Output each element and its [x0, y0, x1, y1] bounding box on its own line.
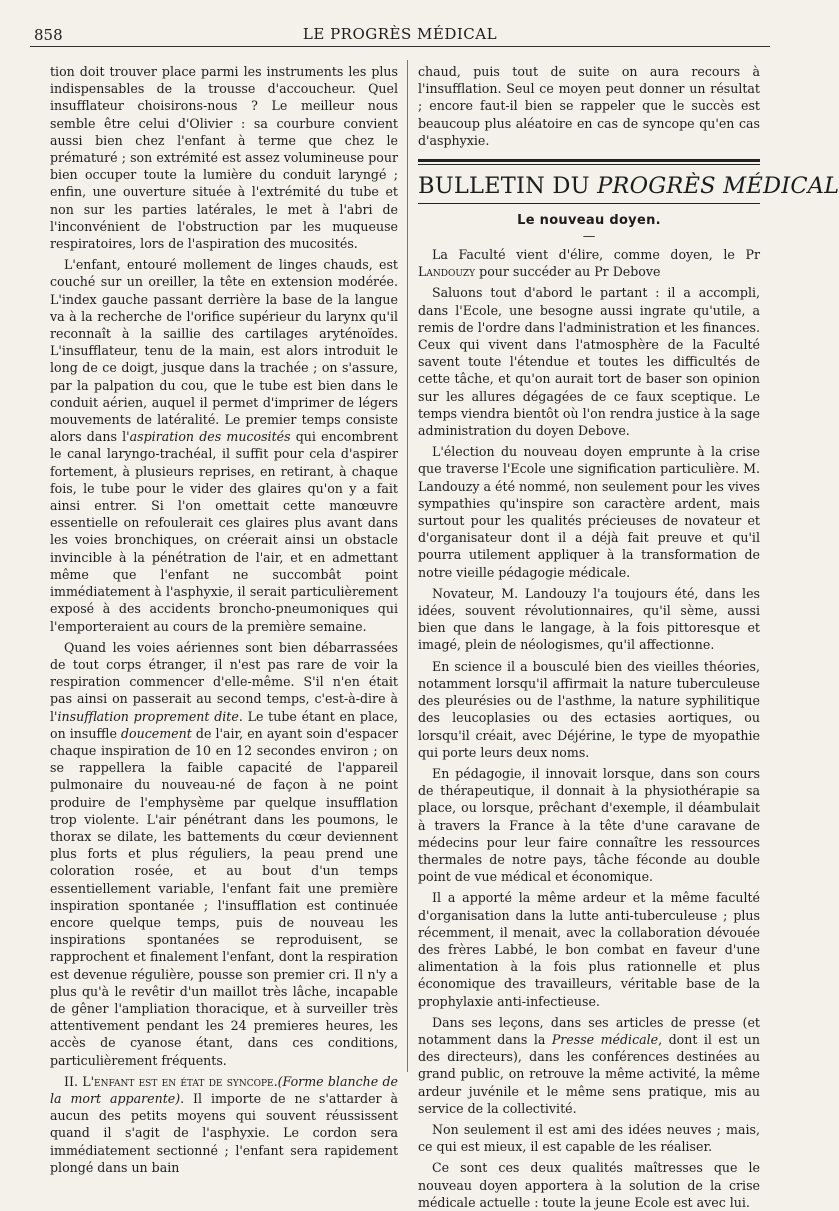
paragraph: Il a apporté la même ardeur et la même faculté d'organisation dans la lutte anti-tuberculeuse ; plus récemment, il menait, avec la collaboration dévouée des frères Labbé, le bon combat en faveur d'une alimentation à la fois plus rationnelle et plus économique des travailleurs, véritable base de la prophylaxie anti-infectieuse. — [418, 890, 760, 1009]
paragraph: Novateur, M. Landouzy l'a toujours été, dans les idées, souvent révolutionnaires, qu'il sème, aussi bien que dans le langage, à la fois pittoresque et imagé, plein de néologismes, qu'il affectionne. — [418, 585, 760, 653]
running-title: LE PROGRÈS MÉDICAL — [302, 25, 498, 43]
paragraph: La Faculté vient d'élire, comme doyen, le Pr Landouzy pour succéder au Pr Debove — [418, 247, 760, 280]
right-column — [418, 63, 839, 1211]
article-title: Le nouveau doyen. — [517, 213, 661, 229]
page-number: 858 — [34, 26, 63, 44]
section-heading: II. L'enfant est en état de syncope. — [64, 1073, 278, 1089]
paragraph: Non seulement il est ami des idées neuves ; mais, ce qui est mieux, il est capable de les réaliser. — [418, 1121, 760, 1155]
bulletin-title-rule — [418, 203, 760, 204]
left-column — [50, 63, 398, 1176]
paragraph: L'élection du nouveau doyen emprunte à la crise que traverse l'Ecole une signification particulière. M. Landouzy a été nommé, non seulement pour les vives sympathies qu'inspire son caractère ardent, mais surtout pour les qualités précieuses de novateur et d'organisateur dont il a déjà fait preuve et qu'il pourra utilement appliquer à la transformation de notre vieille pédagogie médicale. — [418, 444, 760, 580]
paragraph: Dans ses leçons, dans ses articles de presse (et notamment dans la Presse médicale, dont il est un des directeurs), dans les conférences destinées au grand public, on retrouve la même activité, la même ardeur juvénile et le même sens pratique, mis au service de la collectivité. — [418, 1014, 760, 1116]
column-divider — [407, 60, 408, 1072]
paragraph: tion doit trouver place parmi les instruments les plus indispensables de la trousse d'accoucheur. Quel insufflateur choisirons-nous ? Le meilleur nous semble être celui d'Olivier : sa courbure convient aussi bien chez l'enfant à terme que chez le prématuré ; son extrémité est assez volumineuse pour bien occuper toute la lumière du conduit laryngé ; enfin, une ouverture située à l'extrémité du tube et non sur les parties latérales, le met à l'abri de l'inconvénient de l'obstruction par les muqueuse respiratoires, lors de l'aspiration des mucosités. — [50, 64, 398, 252]
paragraph: L'enfant, entouré mollement de linges chauds, est couché sur un oreiller, la tête en extension modérée. L'index gauche passant derrière la base de la langue va à la recherche de l'orifice supérieur du larynx qu'il reconnaît à la saillie des cartilages aryténoïdes. L'insufflateur, tenu de la main, est alors introduit le long de ce doigt, jusque dans la trachée ; on s'assure, par la palpation du cou, que le tube est bien dans le conduit aérien, auquel il permet d'imprimer de légers mouvements de latéralité. Le premier temps consiste alors dans l'aspiration des mucosités qui encombrent le canal laryngo-trachéal, il suffit pour cela d'aspirer fortement, à plusieurs reprises, en retirant, à chaque fois, le tube pour le vider des glaires qu'on y a fait ainsi entrer. Si l'on omettait cette manœuvre essentielle on refoulerait ces glaires plus avant dans les voies bronchiques, on créerait ainsi un obstacle invincible à la pénétration de l'air, et en admettant même que l'enfant ne succombât point immédiatement à l'asphyxie, il serait particulièrement exposé à des accidents broncho-pneumoniques qui l'emporteraient au cours de la première semaine. — [50, 257, 398, 634]
section-paragraph: II. L'enfant est en état de syncope.(Forme blanche de la mort apparente). Il importe de ne s'attarder à aucun des petits moyens qui souvent réussissent quand il s'agit de l'asphyxie. Le cordon sera immédiatement sectionné ; l'enfant sera rapidement plongé dans un bain — [50, 1073, 398, 1175]
paragraph: Quand les voies aériennes sont bien débarrassées de tout corps étranger, il n'est pas rare de voir la respiration commencer d'elle-même. S'il n'en était pas ainsi on passerait au second temps, c'est-à-dire à l'insufflation proprement dite. Le tube étant en place, on insuffle doucement de l'air, en ayant soin d'espacer chaque inspiration de 10 en 12 secondes environ ; on se rappellera la faible capacité de l'appareil pulmonaire du nouveau-né de façon à ne point produire de l'emphysème par quelque insufflation trop violente. L'air pénétrant dans les poumons, le thorax se dilate, les battements du cœur deviennent plus forts et plus réguliers, la peau prend une coloration rosée, et au bout d'un temps essentiellement variable, l'enfant fait une première inspiration spontanée ; l'insufflation est continuée encore quelque temps, puis de nouveau les inspirations spontanées se reproduisent, se rapprochent et finalement l'enfant, dont la respiration est devenue régulière, pousse son premier cri. Il n'y a plus qu'à le revêtir d'un maillot très lâche, incapable de gêner l'ampliation thoracique, et à surveiller très attentivement pendant les 24 premieres heures, les accès de cyanose étant, dans ces conditions, particulièrement fréquents. — [50, 639, 398, 1068]
title-dash: — — [582, 228, 596, 244]
page-header — [30, 24, 770, 47]
paragraph: En science il a bousculé bien des vieilles théories, notamment lorsqu'il affirmait la nature tuberculeuse des pleurésies ou de l'asthme, la nature syphilitique des leucoplasies ou des ectasies aortiques, ou lorsqu'il créait, avec Déjérine, le type de myopathie qui porte leurs deux noms. — [418, 658, 760, 760]
bulletin-rule-thick — [418, 159, 760, 162]
bulletin-title: BULLETIN DU PROGRÈS MÉDICAL — [418, 173, 839, 200]
paragraph: Ce sont ces deux qualités maîtresses que le nouveau doyen apportera à la solution de la crise médicale actuelle : toute la jeune Ecole est avec lui. — [418, 1160, 760, 1210]
paragraph: Saluons tout d'abord le partant : il a accompli, dans l'Ecole, une besogne aussi ingrate qu'utile, a remis de l'ordre dans l'administration et les finances. Ceux qui vivent dans l'atmosphère de la Faculté savent toute l'étendue et toutes les difficultés de cette tâche, et qu'on aurait tort de baser son opinion sur les allures dégagées de ce faux sceptique. Le temps viendra bientôt où l'on rendra justice à la sage administration du doyen Debove. — [418, 285, 760, 439]
paragraph: chaud, puis tout de suite on aura recours à l'insufflation. Seul ce moyen peut donner un résultat ; encore faut-il bien se rappeler que le succès est beaucoup plus aléatoire en cas de syncope qu'en cas d'asphyxie. — [418, 64, 760, 148]
bulletin-rule-thin — [418, 164, 760, 165]
paragraph: En pédagogie, il innovait lorsque, dans son cours de thérapeutique, il donnait à la physiothérapie sa place, ou lorsque, prêchant d'exemple, il déambulait à travers la France à la tête d'une caravane de médecins pour leur faire connaître les ressources thermales de notre pays, tâche féconde au double point de vue médical et économique. — [418, 765, 760, 885]
